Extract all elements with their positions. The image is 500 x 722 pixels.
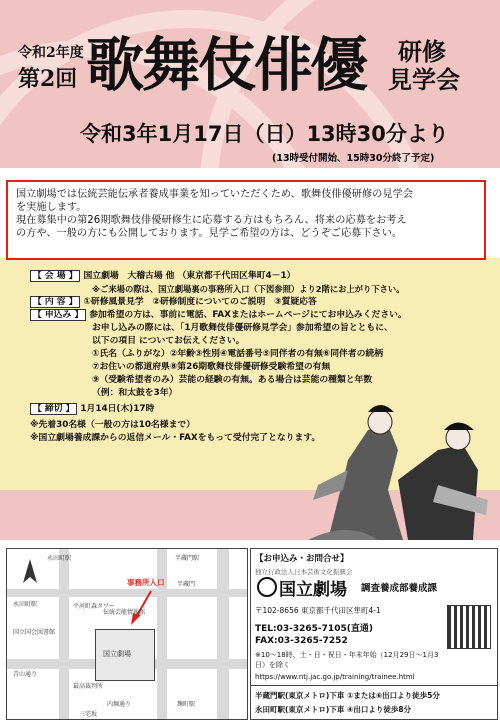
apply-text: ⑨（受験希望者のみ）芸能の経験の有無。ある場合は芸能の種類と年数 <box>92 375 373 385</box>
event-date: 令和3年1月17日（日）13時30分より <box>80 122 449 146</box>
map-road <box>217 549 229 719</box>
map-compass-icon <box>15 557 45 587</box>
access-hanzomon: 半蔵門駅(東京メトロ)下車 ①または⑥出口より徒歩5分 <box>255 691 440 700</box>
intro-line: 国立劇場では伝統芸能伝承者養成事業を知っていただくため、歌舞伎俳優研修の見学会 <box>16 189 413 200</box>
intro-line: を実施します。 <box>16 202 87 213</box>
intro-line: の方や、一般の方にも公開しております。見学ご希望の方は、どうぞご応募下さい。 <box>16 228 403 239</box>
hours-note: ※10～18時、土・日・祝日・年末年始（12月29日～1月3日）を除く <box>255 651 439 669</box>
map-label: 平河町森タワー <box>73 603 116 610</box>
apply-text: 以下の項目 についてお伝えください。 <box>92 336 245 346</box>
map-label: 麹町駅 <box>177 701 196 708</box>
theatre-logo-icon <box>257 577 277 597</box>
map-label: 国立国会図書館 <box>13 629 56 636</box>
subtitle-line2: 見学会 <box>388 65 460 94</box>
venue-note: ※ご来場の際は、国立劇場裏の事務所入口（下図参照）より2階にお上がり下さい。 <box>92 284 405 294</box>
contact-heading: 【お申込み・お問合せ】 <box>255 554 349 564</box>
qr-code-icon <box>447 605 491 649</box>
map-label: 青山通り <box>13 671 38 678</box>
kabuki-actors-illustration <box>288 390 498 550</box>
intro-line: 現在募集中の第26期歌舞伎俳優研修生に応募する方はもちろん、将来の応募をお考え <box>16 215 407 226</box>
content-label: 【 内 容 】 <box>30 296 80 308</box>
website-url[interactable]: https://www.ntj.jac.go.jp/training/trainee.html <box>255 673 415 681</box>
map-label: 内堀通り <box>107 701 132 708</box>
venue-label: 【 会 場 】 <box>30 270 80 282</box>
contact-panel <box>250 548 498 720</box>
apply-label: 【 申込み 】 <box>30 309 86 321</box>
map-road <box>157 549 167 719</box>
tel: TEL:03-3265-7105(直通) <box>255 624 373 634</box>
access-nagatacho: 永田町駅(東京メトロ)下車 ④出口より徒歩8分 <box>255 705 412 714</box>
apply-text: ①氏名（ふりがな）②年齢③性別④電話番号⑤同伴者の有無⑥同伴者の続柄 <box>92 349 384 359</box>
intro-box <box>6 180 486 260</box>
org-name: 国立劇場 <box>279 580 347 600</box>
map-road <box>59 549 69 719</box>
map-label: 永田町駅 <box>47 555 72 562</box>
map-label: 永田町駅 <box>13 601 38 608</box>
org-small: 独立行政法人日本芸術文化振興会 <box>255 568 353 576</box>
access-map <box>6 548 248 720</box>
map-label: 伝統芸能情報館 <box>103 609 146 616</box>
deadline-text: 1月14日(木)17時 <box>80 404 155 414</box>
content-text: ①研修風景見学 ②研修制度についてのご説明 ③質疑応答 <box>83 297 317 307</box>
entrance-label: 事務所入口 <box>127 578 165 587</box>
map-road <box>7 589 247 597</box>
session-label: 第2回 <box>18 66 78 92</box>
capacity-note: ※先着30名様（一般の方は10名様まで） <box>30 420 195 430</box>
map-label: 最高裁判所 <box>73 683 104 690</box>
theatre-label: 国立劇場 <box>103 650 131 658</box>
fax: FAX:03-3265-7252 <box>255 636 348 646</box>
department: 調査養成部養成課 <box>361 583 438 594</box>
venue-text: 国立劇場 大稽古場 他 （東京都千代田区隼町4－1） <box>83 271 296 281</box>
year-label: 令和2年度 <box>18 45 84 61</box>
map-label: 三宅坂 <box>79 711 98 718</box>
apply-text: （例：和太鼓を3年） <box>92 388 178 398</box>
apply-text: 参加希望の方は、事前に電話、FAXまたはホームページにてお申込みください。 <box>89 310 407 320</box>
apply-text: ⑦お住いの都道府県⑧第26期歌舞伎俳優研修受験希望の有無 <box>92 362 331 372</box>
address: 〒102-8656 東京都千代田区隼町4-1 <box>255 606 381 615</box>
reception-note: ※国立劇場養成課からの返信メール・FAXをもって受付完了となります。 <box>30 433 321 443</box>
map-label: 半蔵門駅 <box>175 555 200 562</box>
apply-text: お申し込みの際には、「1月歌舞伎俳優研修見学会」参加希望の旨とともに、 <box>92 323 393 333</box>
time-note: (13時受付開始、15時30分終了予定) <box>272 153 435 164</box>
page-title: 歌舞伎俳優 <box>86 31 367 99</box>
map-label: 半蔵門 <box>177 581 196 588</box>
deadline-label: 【 締切 】 <box>30 403 77 415</box>
subtitle-line1: 研修 <box>398 37 446 66</box>
